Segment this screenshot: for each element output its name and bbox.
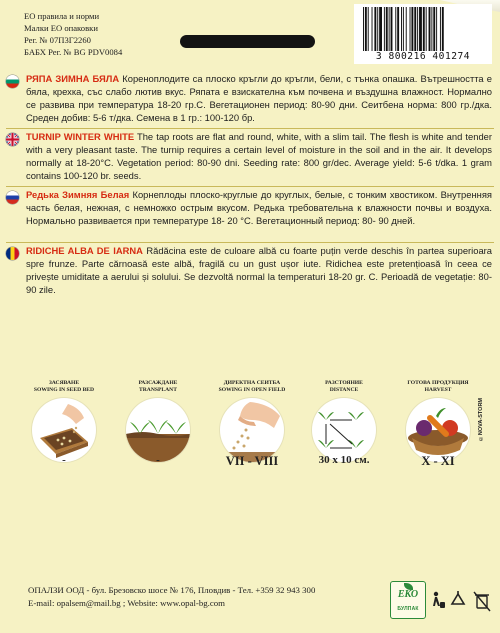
barcode-bar: [414, 7, 416, 51]
crossed-bin-icon: [474, 592, 490, 611]
barcode-bar: [384, 7, 385, 51]
barcode-bar: [403, 7, 404, 51]
recycling-symbols: [430, 590, 494, 612]
barcode-bar: [395, 7, 396, 51]
variety-name: TURNIP WINTER WHITE: [26, 131, 135, 142]
variety-name: Редька Зимняя Белая: [26, 189, 130, 200]
step-direct-sowing: [212, 380, 292, 480]
barcode-bar: [426, 7, 427, 51]
company-address: ОПАЛЗИ ООД - бул. Брезовско шосе № 176, Пловдив - Тел. +359 32 943 300: [28, 585, 316, 595]
eco-logo-subtext: БУЛПАК: [397, 606, 419, 612]
meta-line: БАБХ Рег. № BG PDV0084: [24, 47, 123, 57]
recycle-icon: [452, 591, 464, 604]
step-value: -: [62, 454, 66, 466]
company-footer: [28, 584, 315, 610]
barcode-bar: [429, 7, 431, 51]
description-body: Rădăcina este de culoare albă cu foarte puțin verde deschis în partea superioara spre frunze. Parte cărnoasă este albă, fragilă cu un gust ușor iute. Ridichea este pretențioasă în ceea ce privește umiditate a aerului și solului. Se dezvoltă normal la temperaturi 18-20 gr. C. Perioadă de vegetație: 80- 90 zile.: [26, 245, 492, 295]
barcode-bar: [391, 7, 393, 51]
description-ro: [6, 245, 494, 301]
romania-flag-icon: [6, 247, 19, 260]
barcode-bar: [365, 7, 367, 51]
growing-steps: [14, 380, 494, 480]
description-text: [26, 131, 492, 183]
tidyman-icon: [433, 592, 445, 608]
step-title: ГОТОВА ПРОДУКЦИЯ HARVEST: [407, 380, 469, 393]
barcode-bars: [362, 7, 484, 51]
variety-name: РЯПА ЗИМНА БЯЛА: [26, 73, 120, 84]
barcode-bar: [368, 7, 369, 51]
description-body: Кореноплодите са плоско кръгли до кръгли, бели, с тънка опашка. Вътрешността е бяла, крехка, със слабо лютив вкус. Ряпата е взискателна към почвена и въздушна влажност. Нормално се развива при температура 18-20 гр.С. Вегетационен период: 80-90 дни. Сеитбена норма: 800 гр./дка. Среден добив: 5-6 т/дка. Семена в 1 гр.: 100-120 бр.: [26, 73, 493, 123]
barcode-bar: [374, 7, 376, 51]
plant-distance-icon: [312, 398, 376, 462]
variety-name: RIDICHE ALBA DE IARNA: [26, 245, 143, 256]
step-title: РАЗСТОЯНИЕ DISTANCE: [325, 380, 363, 393]
meta-line: Малки ЕО опаковки: [24, 23, 98, 33]
step-sowing-seedbed: [24, 380, 104, 480]
barcode-bar: [440, 7, 441, 51]
barcode-bar: [436, 7, 437, 51]
company-contacts: E-mail: opalsem@mail.bg ; Website: www.opal-bg.com: [28, 598, 225, 608]
barcode-bar: [433, 7, 435, 51]
step-value: X - XI: [421, 454, 455, 468]
step-distance: [304, 380, 384, 480]
barcode-bar: [397, 7, 399, 51]
barcode-bar: [410, 7, 411, 51]
hand-sowing-icon: [220, 398, 284, 462]
meta-line: ЕО правила и норми: [24, 11, 100, 21]
meta-line: Рег. № 07П3Г2260: [24, 35, 91, 45]
step-title: РАЗСАЖДАНЕ TRANSPLANT: [138, 380, 178, 393]
hang-slot: [180, 35, 315, 48]
step-harvest: [398, 380, 478, 480]
description-text: [26, 189, 492, 228]
bulgaria-flag-icon: [6, 75, 19, 88]
step-value: -: [156, 454, 160, 466]
barcode-bar: [419, 7, 422, 51]
vegetable-basket-icon: [406, 398, 470, 462]
uk-flag-icon: [6, 133, 19, 146]
step-value: 30 x 10 cм.: [318, 454, 370, 466]
description-en: [6, 131, 494, 187]
barcode-bar: [379, 7, 382, 51]
barcode-bar: [401, 7, 402, 51]
divider: [6, 128, 494, 129]
divider: [6, 186, 494, 187]
description-bg: [6, 73, 494, 129]
description-ru: [6, 189, 494, 245]
barcode-bar: [442, 7, 444, 51]
description-body: The tap roots are flat and round, white, with a slim tail. The flesh is white and tender with a very pleasant taste. The turnip requires a certain level of moisture in the soil and in the air. It develops normally at 18-20°C. Vegetation period: 80-90 dni. Seeding rate: 800 gr/dec. Average yield: 5-6 t/dka. 1 gram contains 100-120 br. seeds.: [26, 131, 492, 181]
step-value: VII - VIII: [225, 454, 279, 468]
regulatory-info: [24, 10, 122, 58]
step-title: ЗАСЯВАНЕ SOWING IN SEED BED: [33, 380, 95, 393]
barcode-bar: [431, 7, 432, 51]
barcode-bar: [363, 7, 364, 51]
eco-logo-text: ЕКО: [397, 589, 419, 600]
barcode-bar: [406, 7, 407, 51]
barcode-bar: [377, 7, 378, 51]
barcode-bar: [411, 7, 413, 51]
barcode-bar: [417, 7, 418, 51]
step-title: ДИРЕКТНА СЕИТБА SOWING IN OPEN FIELD: [218, 380, 286, 393]
barcode-bar: [389, 7, 390, 51]
description-text: [26, 73, 492, 125]
barcode-bar: [372, 7, 373, 51]
barcode-number: 3 800216 401274: [375, 51, 471, 62]
eco-pack-logo: [390, 581, 426, 619]
barcode-bar: [423, 7, 425, 51]
description-body: Корнеплоды плоско-круглые до круглых, белые, с тонким хвостиком. Внутренняя часть белая, нежная, с немножко острым вкусом. Редька требовательна к влажности почвы и воздуха. Нормально развивается при температуре 18- 20 °С. Вегетационный период: 80- 90 дней.: [26, 189, 492, 226]
seedlings-icon: [126, 398, 190, 462]
copyright-mark: ©NOVA-STORM: [478, 398, 484, 442]
divider: [6, 242, 494, 243]
description-text: [26, 245, 492, 297]
barcode-bar: [386, 7, 388, 51]
barcode: [354, 4, 492, 64]
seed-tray-icon: [32, 398, 96, 462]
russia-flag-icon: [6, 191, 19, 204]
step-transplant: [118, 380, 198, 480]
